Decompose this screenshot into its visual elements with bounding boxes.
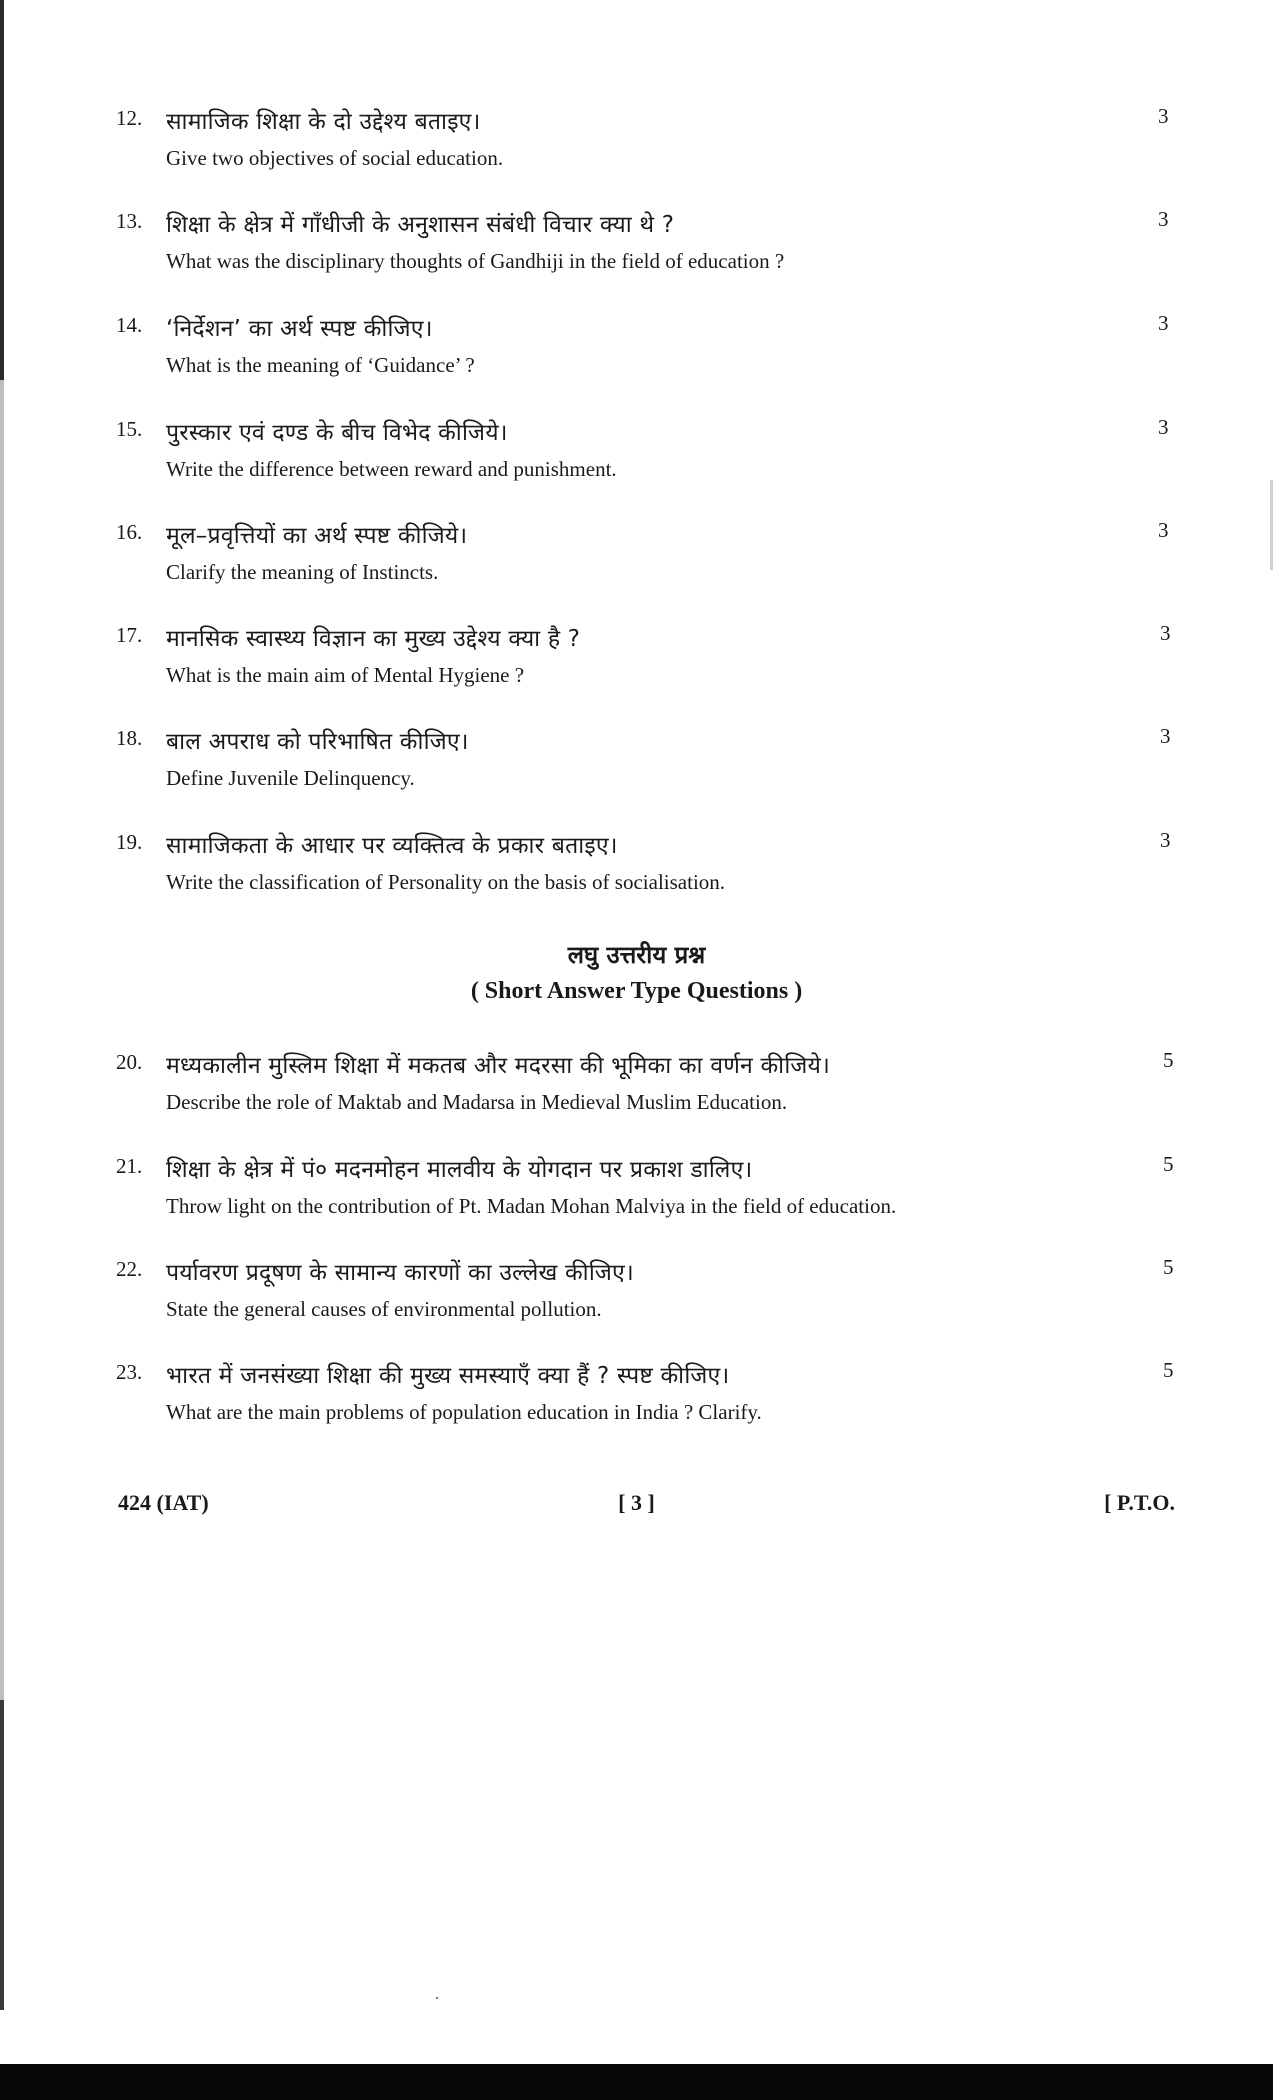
scan-speck	[436, 1997, 438, 1999]
question-marks: 5	[1163, 1358, 1174, 1382]
section-heading-hindi: लघु उत्तरीय प्रश्न	[567, 941, 706, 969]
question-marks: 3	[1158, 311, 1169, 335]
paper-code: 424 (IAT)	[118, 1490, 209, 1515]
question-number: 17.	[116, 623, 143, 647]
question-number: 12.	[116, 106, 143, 130]
question-text-english: Give two objectives of social education.	[166, 146, 504, 170]
scan-bottom-border	[0, 2064, 1273, 2100]
scan-edge-left	[0, 0, 4, 2010]
pto-mark: [ P.T.O.	[1104, 1490, 1175, 1515]
question-text-hindi: भारत में जनसंख्या शिक्षा की मुख्य समस्याएँ क्या हैं ? स्पष्ट कीजिए।	[166, 1363, 730, 1389]
question-text-english: Clarify the meaning of Instincts.	[166, 560, 439, 584]
question-marks: 3	[1160, 828, 1171, 852]
question-number: 23.	[116, 1360, 143, 1384]
question-text-english: State the general causes of environmental pollution.	[166, 1297, 602, 1321]
question-text-hindi: मध्यकालीन मुस्लिम शिक्षा में मकतब और मदरसा की भूमिका का वर्णन कीजिये।	[166, 1053, 831, 1079]
question-text-english: Throw light on the contribution of Pt. Madan Mohan Malviya in the field of education.	[166, 1194, 897, 1218]
question-text-english: Define Juvenile Delinquency.	[166, 766, 415, 790]
question-text-english: Write the classification of Personality on the basis of socialisation.	[166, 870, 726, 894]
section-heading-english: ( Short Answer Type Questions )	[470, 978, 803, 1004]
question-text-english: Write the difference between reward and punishment.	[166, 457, 617, 481]
question-text-english: What was the disciplinary thoughts of Gandhiji in the field of education ?	[166, 249, 785, 273]
question-text-english: What is the main aim of Mental Hygiene ?	[166, 663, 525, 687]
question-number: 21.	[116, 1154, 143, 1178]
question-marks: 5	[1163, 1152, 1174, 1176]
question-text-hindi: मूल–प्रवृत्तियों का अर्थ स्पष्ट कीजिये।	[166, 523, 468, 549]
question-text-hindi: सामाजिक शिक्षा के दो उद्देश्य बताइए।	[166, 109, 481, 135]
question-text-hindi: शिक्षा के क्षेत्र में पं० मदनमोहन मालवीय के योगदान पर प्रकाश डालिए।	[166, 1157, 753, 1183]
question-marks: 3	[1158, 415, 1169, 439]
question-number: 20.	[116, 1050, 143, 1074]
question-number: 15.	[116, 417, 143, 441]
question-text-hindi: शिक्षा के क्षेत्र में गाँधीजी के अनुशासन संबंधी विचार क्या थे ?	[166, 212, 675, 238]
question-text-hindi: पुरस्कार एवं दण्ड के बीच विभेद कीजिये।	[166, 420, 508, 446]
question-marks: 3	[1158, 518, 1169, 542]
page-number: [ 3 ]	[618, 1490, 655, 1515]
question-text-hindi: बाल अपराध को परिभाषित कीजिए।	[166, 729, 469, 755]
question-text-hindi: सामाजिकता के आधार पर व्यक्तित्व के प्रकार बताइए।	[166, 833, 618, 859]
question-text-hindi: मानसिक स्वास्थ्य विज्ञान का मुख्य उद्देश्य क्या है ?	[166, 626, 581, 652]
question-text-english: What are the main problems of population education in India ? Clarify.	[166, 1400, 762, 1424]
question-text-english: Describe the role of Maktab and Madarsa in Medieval Muslim Education.	[166, 1090, 788, 1114]
question-marks: 5	[1163, 1255, 1174, 1279]
question-number: 13.	[116, 209, 143, 233]
question-number: 18.	[116, 726, 143, 750]
question-number: 16.	[116, 520, 143, 544]
question-text-english: What is the meaning of ‘Guidance’ ?	[166, 353, 475, 377]
question-number: 19.	[116, 830, 143, 854]
question-marks: 3	[1160, 621, 1171, 645]
question-text-hindi: पर्यावरण प्रदूषण के सामान्य कारणों का उल्लेख कीजिए।	[166, 1260, 634, 1286]
question-marks: 3	[1160, 724, 1171, 748]
question-text-hindi: ‘निर्देशन’ का अर्थ स्पष्ट कीजिए।	[166, 316, 433, 342]
question-number: 22.	[116, 1257, 143, 1281]
question-marks: 5	[1163, 1048, 1174, 1072]
question-marks: 3	[1158, 207, 1169, 231]
question-marks: 3	[1158, 104, 1169, 128]
question-number: 14.	[116, 313, 143, 337]
